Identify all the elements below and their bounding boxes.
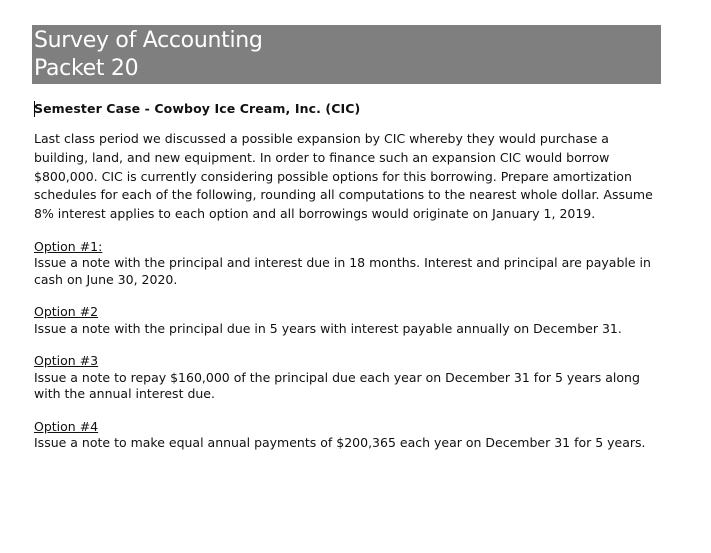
option-3 xyxy=(34,353,664,403)
option-3-text: Issue a note to repay $160,000 of the principal due each year on December 31 for 5 years along with the annual interest due. xyxy=(34,369,640,402)
case-heading: Semester Case - Cowboy Ice Cream, Inc. (CIC) xyxy=(34,101,361,116)
option-2 xyxy=(34,304,664,337)
option-1-title: Option #1: xyxy=(34,238,103,254)
document-body[interactable] xyxy=(34,100,664,452)
option-2-text: Issue a note with the principal due in 5 years with interest payable annually on December 31. xyxy=(34,320,622,336)
option-4 xyxy=(34,419,664,452)
option-1 xyxy=(34,239,664,289)
title-line-1: Survey of Accounting xyxy=(34,28,263,53)
option-2-title: Option #2 xyxy=(34,304,99,320)
option-4-title: Option #4 xyxy=(34,418,99,434)
title-line-2: Packet 20 xyxy=(34,56,139,81)
intro-paragraph: Last class period we discussed a possible expansion by CIC whereby they would purchase a building, land, and new equipment. In order to finance such an expansion CIC would borrow $800,000. CIC is currently considering possible options for this borrowing. Prepare amortization schedules for each of the following, rounding all computations to the nearest whole dollar. Assume 8% interest applies to each option and all borrowings would originate on January 1, 2019. xyxy=(34,131,653,222)
title-banner xyxy=(32,25,661,84)
option-4-text: Issue a note to make equal annual payments of $200,365 each year on December 31 for 5 years. xyxy=(34,435,646,451)
option-1-text: Issue a note with the principal and interest due in 18 months. Interest and principal are payable in cash on June 30, 2020. xyxy=(34,255,651,287)
option-3-title: Option #3 xyxy=(34,353,99,369)
